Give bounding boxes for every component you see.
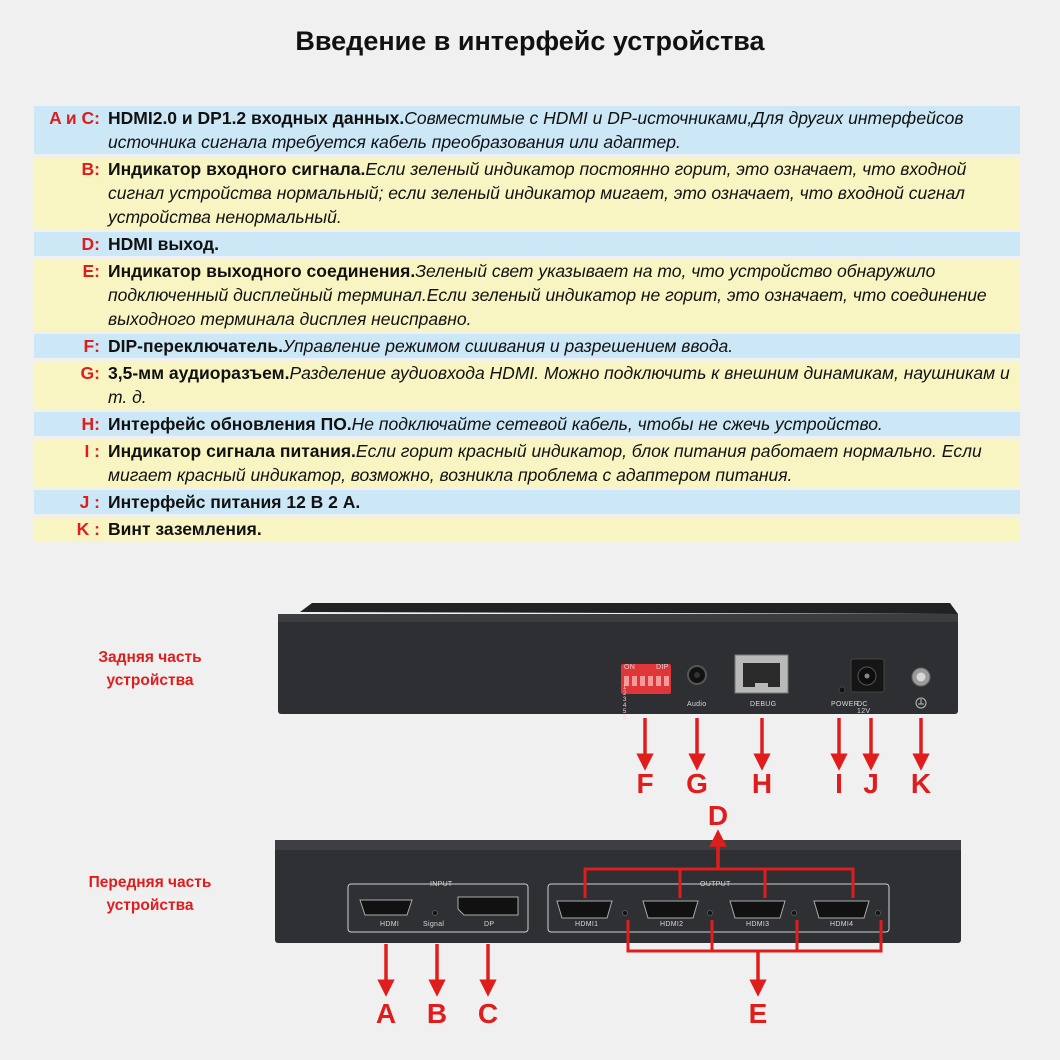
silk-hdmi3: HDMI3 — [746, 921, 770, 928]
legend-heading: Интерфейс питания 12 В 2 А. — [108, 492, 361, 512]
rear-label: Задняя часть устройства — [98, 649, 202, 689]
legend-key: G: — [80, 363, 100, 383]
silk-input: INPUT — [430, 881, 453, 888]
marker-k: K — [910, 768, 932, 799]
legend-heading: HDMI выход. — [108, 234, 220, 254]
legend-heading: Индикатор выходного соединения. — [108, 261, 416, 281]
legend-heading: Индикатор сигнала питания. — [108, 441, 356, 461]
silk-dip-numbers: 1 2 3 4 5 6 — [623, 685, 627, 721]
legend-heading: DIP-переключатель. — [108, 336, 284, 356]
silk-audio: Audio — [687, 701, 707, 708]
legend-text: Управление режимом сшивания и разрешением ввода. — [283, 336, 734, 356]
legend-key: B: — [81, 159, 100, 179]
legend-key: K : — [76, 519, 100, 539]
legend-text: Если горит красный индикатор, блок питания работает нормально. Если мигает красный индикатор, возможно, возникла проблема с адаптером питания. — [108, 441, 982, 485]
silk-power: POWER — [831, 701, 859, 708]
silk-hdmi4: HDMI4 — [830, 921, 854, 928]
silk-debug: DEBUG — [750, 701, 777, 708]
marker-i: I — [835, 768, 843, 799]
legend-text: Не подключайте сетевой кабель, чтобы не сжечь устройство. — [351, 414, 883, 434]
silk-output: OUTPUT — [700, 881, 731, 888]
silk-hdmi: HDMI — [380, 921, 400, 928]
marker-h: H — [751, 768, 773, 799]
legend-heading: Винт заземления. — [108, 519, 262, 539]
silk-dp: DP — [484, 921, 495, 928]
legend-heading: HDMI2.0 и DP1.2 входных данных. — [108, 108, 405, 128]
legend-key: D: — [81, 234, 100, 254]
marker-g: G — [686, 768, 708, 799]
marker-c: C — [477, 998, 499, 1029]
silk-hdmi2: HDMI2 — [660, 921, 684, 928]
silk-signal: Signal — [423, 921, 445, 928]
legend-key: J : — [79, 492, 100, 512]
marker-b: B — [426, 998, 448, 1029]
legend-text: Совместимые с HDMI и DP-источниками,Для других интерфейсов источника сигнала требуется кабель преобразования или адаптер. — [108, 108, 964, 152]
legend-key: F: — [83, 336, 100, 356]
silk-dc: DC 12V — [857, 701, 871, 715]
silk-dip-dip: DIP — [656, 664, 669, 671]
legend-key: H: — [81, 414, 100, 434]
marker-f: F — [636, 768, 654, 799]
page-title: Введение в интерфейс устройства — [295, 26, 765, 56]
bracket-d — [585, 869, 853, 898]
marker-a: A — [375, 998, 397, 1029]
legend-key: I : — [84, 441, 100, 461]
legend-heading: 3,5-мм аудиоразъем. — [108, 363, 290, 383]
marker-e: E — [748, 998, 768, 1029]
bracket-e — [628, 920, 881, 951]
legend-text: Зеленый свет указывает на то, что устройство обнаружило подключенный дисплейный терминал.Если зеленый индикатор не горит, это означает, что соединение выходного терминала дисплея неисправно. — [108, 261, 987, 329]
legend-heading: Индикатор входного сигнала. — [108, 159, 366, 179]
legend-key: E: — [82, 261, 100, 281]
legend-text: Если зеленый индикатор постоянно горит, это означает, что входной сигнал устройства нормальный; если зеленый индикатор мигает, это означает, что входной сигнал устройства ненормальный. — [108, 159, 967, 227]
silk-dip-on: ON — [624, 664, 636, 671]
marker-d: D — [707, 800, 729, 831]
legend-text: Разделение аудиовхода HDMI. Можно подключить к внешним динамикам, наушникам и т. д. — [108, 363, 1010, 407]
legend-key: A и C: — [49, 108, 100, 128]
legend-heading: Интерфейс обновления ПО. — [108, 414, 352, 434]
front-label: Передняя часть устройства — [88, 874, 212, 914]
marker-j: J — [863, 768, 879, 799]
silk-hdmi1: HDMI1 — [575, 921, 599, 928]
